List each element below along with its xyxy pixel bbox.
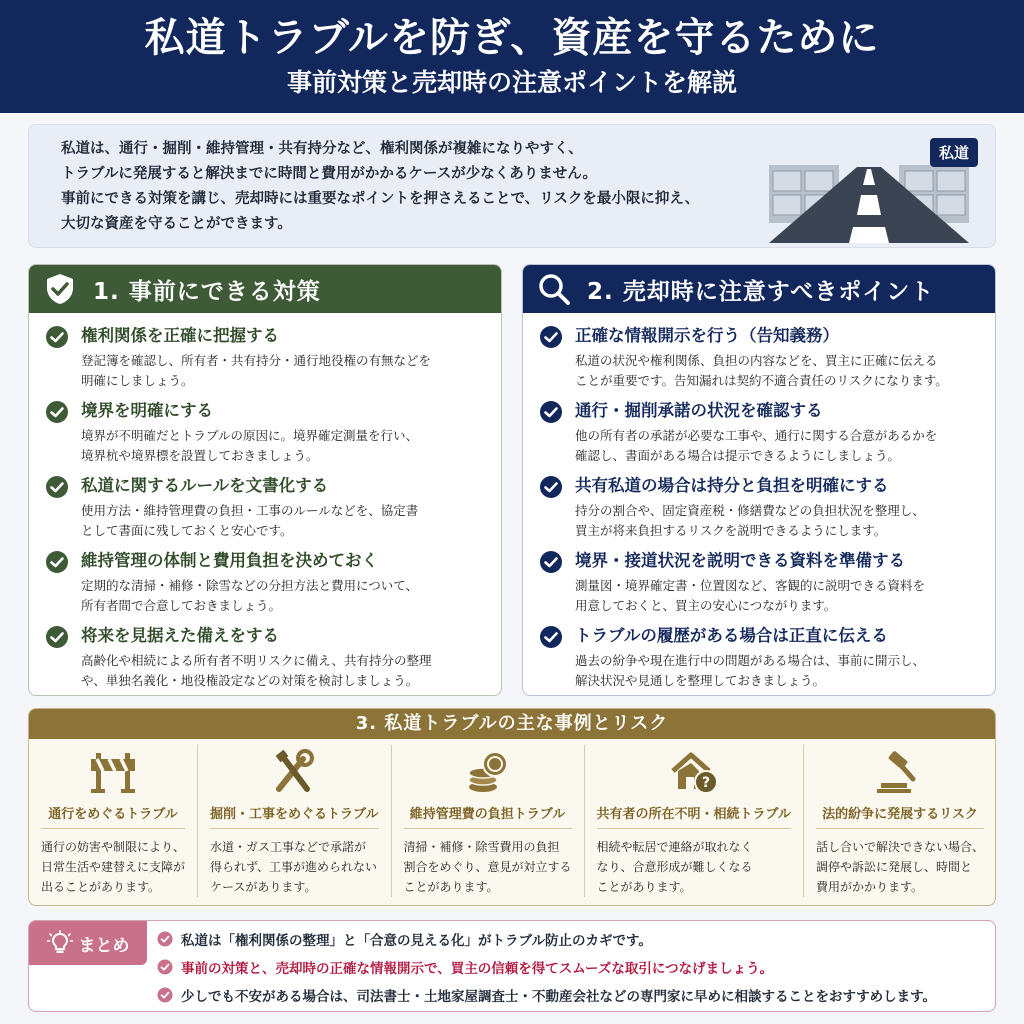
list-item — [45, 548, 483, 623]
check-circle-icon — [539, 475, 563, 499]
item-title: 境界・接道状況を説明できる資料を準備する — [575, 551, 905, 570]
check-circle-icon — [45, 550, 69, 574]
lightbulb-icon — [47, 930, 73, 956]
case-description: 水道・ガス工事などで承諾が 得られず、工事が進められない ケースがあります。 — [210, 840, 378, 894]
intro-line: トラブルに発展すると解決までに時間と費用がかかるケースが少なくありません。 — [61, 166, 598, 182]
barrier-icon — [88, 749, 138, 795]
gavel-icon — [875, 749, 925, 795]
item-title: 将来を見据えた備えをする — [81, 626, 279, 645]
summary-tag — [29, 921, 147, 965]
prevention-panel — [28, 264, 502, 696]
item-description: 過去の紛争や現在進行中の問題がある場合は、事前に開示し、 解決状況や見通しを整理しておきましょう。 — [575, 653, 926, 688]
item-title: 通行・掘削承諾の状況を確認する — [575, 401, 823, 420]
list-item — [45, 323, 483, 398]
prevention-panel-header — [29, 265, 501, 313]
check-circle-icon — [45, 400, 69, 424]
search-icon — [537, 272, 571, 306]
sale-points-panel — [522, 264, 996, 696]
check-circle-icon — [539, 550, 563, 574]
page-header — [0, 0, 1024, 113]
case-title: 共有者の所在不明・相続トラブル — [597, 803, 791, 829]
list-item — [539, 623, 977, 696]
item-description: 私道の状況や権利関係、負担の内容などを、買主に正確に伝える ことが重要です。告知漏れは契約不適合責任のリスクになります。 — [575, 353, 948, 388]
check-circle-icon — [45, 475, 69, 499]
case-card — [29, 745, 198, 897]
case-card — [392, 745, 585, 897]
intro-line: 私道は、通行・掘削・維持管理・共有持分など、権利関係が複雑になりやすく、 — [61, 141, 583, 157]
prevention-panel-title: 1. 事前にできる対策 — [93, 278, 321, 305]
item-description: 高齢化や相続による所有者不明リスクに備え、共有持分の整理 や、単独名義化・地役権設定などの対策を検討しましょう。 — [81, 653, 432, 688]
case-description: 清掃・補修・除雪費用の負担 割合をめぐり、意見が対立する ことがあります。 — [403, 840, 572, 894]
list-item — [539, 548, 977, 623]
case-description: 通行の妨害や制限により、 日常生活や建替えに支障が 出ることがあります。 — [41, 840, 186, 894]
check-circle-icon — [539, 400, 563, 424]
case-title: 法的紛争に発展するリスク — [816, 803, 984, 829]
summary-line: 少しでも不安がある場合は、司法書士・土地家屋調査士・不動産会社などの専門家に早めに相談することをおすすめします。 — [157, 981, 936, 1009]
tools-icon — [269, 749, 319, 795]
intro-line: 大切な資産を守ることができます。 — [61, 216, 292, 232]
check-circle-icon — [157, 959, 173, 975]
intro-box — [28, 124, 996, 248]
item-description: 境界が不明確だとトラブルの原因に。境界確定測量を行い、 境界杭や境界標を設置しておきましょう。 — [81, 428, 419, 463]
private-road-badge: 私道 — [930, 138, 978, 167]
item-description: 使用方法・維持管理費の負担・工事のルールなどを、協定書 として書面に残しておくと安心です。 — [81, 503, 419, 538]
item-title: 維持管理の体制と費用負担を決めておく — [81, 551, 378, 570]
trouble-cases-section — [28, 708, 996, 906]
summary-line: 私道は「権利関係の整理」と「合意の見える化」がトラブル防止のカギです。 — [157, 925, 936, 953]
item-title: 境界を明確にする — [81, 401, 213, 420]
item-title: 権利関係を正確に把握する — [81, 326, 279, 345]
list-item — [539, 398, 977, 473]
item-description: 他の所有者の承諾が必要な工事や、通行に関する合意があるかを 確認し、書面がある場合は提示できるようにしましょう。 — [575, 428, 938, 463]
list-item — [45, 398, 483, 473]
item-description: 定期的な清掃・補修・除雪などの分担方法と費用について、 所有者間で合意しておきましょう。 — [81, 578, 419, 613]
summary-box — [28, 920, 996, 1012]
item-description: 測量図・境界確定書・位置図など、客観的に説明できる資料を 用意しておくと、買主の安心につながります。 — [575, 578, 926, 613]
case-title: 通行をめぐるトラブル — [41, 803, 185, 829]
check-circle-icon — [157, 931, 173, 947]
svg-text:?: ? — [701, 775, 710, 791]
page-subtitle: 事前対策と売却時の注意ポイントを解説 — [286, 68, 737, 97]
case-card — [198, 745, 391, 897]
check-circle-icon — [45, 625, 69, 649]
case-title: 維持管理費の負担トラブル — [404, 803, 572, 829]
sale-points-panel-title: 2. 売却時に注意すべきポイント — [587, 278, 935, 305]
case-description: 相続や転居で連絡が取れなく なり、合意形成が難しくなる ことがあります。 — [596, 840, 753, 894]
intro-text — [61, 137, 791, 237]
list-item — [45, 473, 483, 548]
case-card — [585, 745, 804, 897]
item-description: 持分の割合や、固定資産税・修繕費などの負担状況を整理し、 買主が将来負担するリスクを説明できるようにします。 — [575, 503, 925, 538]
summary-tag-label: まとめ — [78, 935, 130, 956]
intro-line: 事前にできる対策を講じ、売却時には重要なポイントを押さえることで、リスクを最小限に抑え、 — [61, 191, 700, 207]
item-title: トラブルの履歴がある場合は正直に伝える — [575, 626, 888, 645]
check-circle-icon — [45, 325, 69, 349]
check-circle-icon — [157, 987, 173, 1003]
list-item — [539, 323, 977, 398]
list-item — [539, 473, 977, 548]
item-title: 正確な情報開示を行う（告知義務） — [575, 326, 839, 345]
sale-points-panel-header — [523, 265, 995, 313]
item-description: 登記簿を確認し、所有者・共有持分・通行地役権の有無などを 明確にしましょう。 — [81, 353, 432, 388]
page-title: 私道トラブルを防ぎ、資産を守るために — [144, 15, 880, 61]
coins-icon — [463, 749, 513, 795]
case-description: 話し合いで解決できない場合、 調停や訴訟に発展し、時間と 費用がかかります。 — [816, 840, 985, 894]
item-title: 私道に関するルールを文書化する — [81, 476, 329, 495]
list-item — [45, 623, 483, 696]
item-title: 共有私道の場合は持分と負担を明確にする — [575, 476, 889, 495]
case-title: 掘削・工事をめぐるトラブル — [210, 803, 378, 829]
check-circle-icon — [539, 625, 563, 649]
summary-line: 事前の対策と、売却時の正確な情報開示で、買主の信頼を得てスムーズな取引につなげましょう。 — [157, 953, 936, 981]
shield-check-icon — [43, 272, 77, 306]
case-card — [804, 745, 996, 897]
house-question-icon — [669, 749, 719, 795]
trouble-cases-title: 3. 私道トラブルの主な事例とリスク — [29, 709, 995, 739]
check-circle-icon — [539, 325, 563, 349]
